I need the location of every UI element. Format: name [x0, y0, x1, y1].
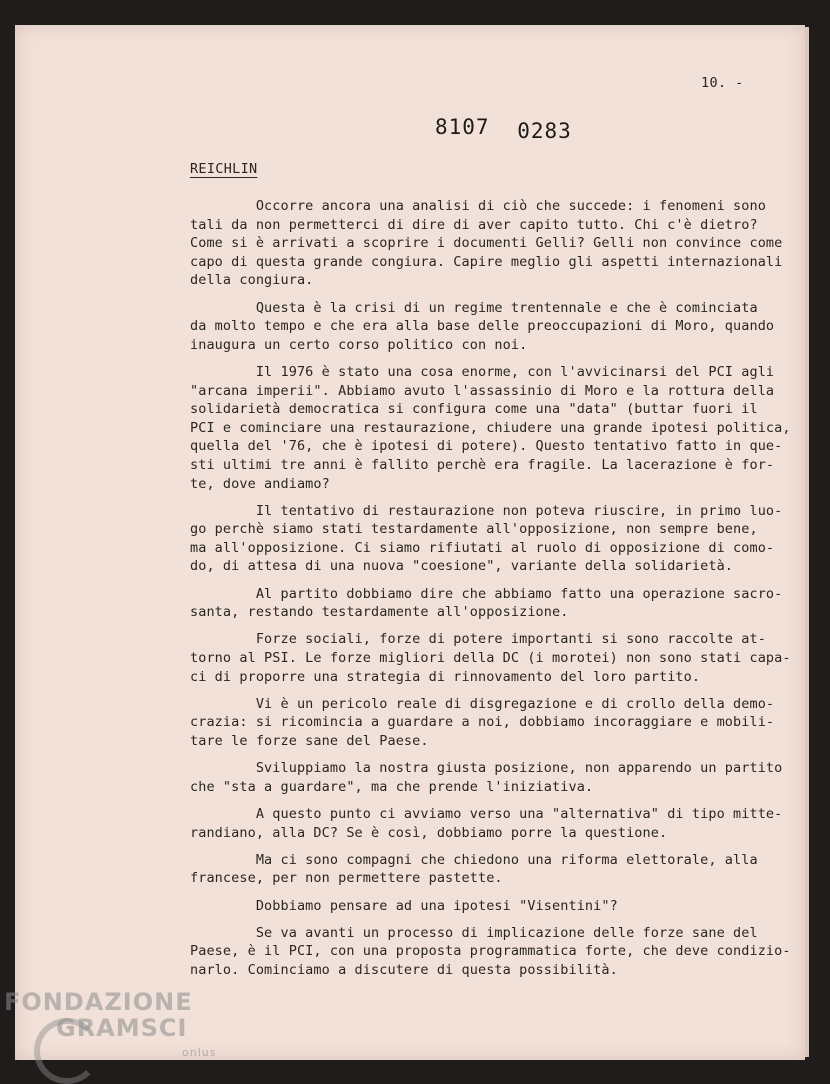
paragraph: A questo punto ci avviamo verso una "alternativa" di tipo mitte- randiano, alla DC? Se è così, dobbiamo porre la questione.	[190, 805, 783, 841]
paragraph: Dobbiamo pensare ad una ipotesi "Visentini"?	[190, 897, 618, 914]
paragraph: Al partito dobbiamo dire che abbiamo fatto una operazione sacro- santa, restando testardamente all'opposizione.	[190, 585, 783, 621]
document-body	[190, 197, 791, 988]
paragraph: Il tentativo di restaurazione non poteva riuscire, in primo luo- go perchè siamo stati testardamente all'opposizione, non sempre bene, ma all'opposizione. Ci siamo rifiutati al ruolo di opposizione di como- do, di attesa di una nuova "coesione", variante della solidarietà.	[190, 502, 783, 575]
watermark-line2: GRAMSCI	[56, 1014, 188, 1042]
page-number: 10. -	[701, 75, 744, 91]
paragraph: Ma ci sono compagni che chiedono una riforma elettorale, alla francese, per non permettere pastette.	[190, 851, 758, 887]
page-edge	[805, 27, 809, 1057]
stamp-left: 8107	[435, 115, 490, 139]
speaker-name: REICHLIN	[190, 161, 258, 177]
stamp-right: 0283	[517, 119, 572, 143]
paragraph: Occorre ancora una analisi di ciò che succede: i fenomeni sono tali da non permetterci di dire di aver capito tutto. Chi c'è dietro? Come si è arrivati a scoprire i documenti Gelli? Gelli non convince come capo di questa grande congiura. Capire meglio gli aspetti internazionali della congiura.	[190, 198, 783, 289]
paragraph: Se va avanti un processo di implicazione delle forze sane del Paese, è il PCI, con una proposta programmatica forte, che deve condizio- narlo. Cominciamo a discutere di questa possibilità.	[190, 924, 791, 978]
watermark-suffix: onlus	[182, 1046, 217, 1059]
paragraph: Sviluppiamo la nostra giusta posizione, non apparendo un partito che "sta a guardare", ma che prende l'iniziativa.	[190, 760, 783, 795]
paragraph: Vi è un pericolo reale di disgregazione e di crollo della demo- crazia: si ricomincia a guardare a noi, dobbiamo incoraggiare e mobili- tare le forze sane del Paese.	[190, 695, 775, 749]
paragraph: Questa è la crisi di un regime trentennale e che è cominciata da molto tempo e che era alla base delle preoccupazioni di Moro, quando inaugura un certo corso politico con noi.	[190, 299, 775, 353]
archive-stamp	[435, 115, 572, 143]
fondazione-gramsci-watermark	[4, 988, 217, 1059]
document-page	[15, 25, 805, 1060]
paragraph: Il 1976 è stato una cosa enorme, con l'avvicinarsi del PCI agli "arcana imperii". Abbiamo avuto l'assassinio di Moro e la rottura della solidarietà democratica si configura come una "data" (buttar fuori il PCI e cominciare una restaurazione, chiudere una grande ipotesi politica, quella del '76, che è ipotesi di potere). Questo tentativo fatto in que- sti ultimi tre anni è fallito perchè era fragile. La lacerazione è for- te, dove andiamo?	[190, 363, 791, 492]
watermark-line1: FONDAZIONE	[4, 988, 193, 1016]
paragraph: Forze sociali, forze di potere importanti si sono raccolte at- torno al PSI. Le forze migliori della DC (i morotei) non sono stati capa- ci di proporre una strategia di rinnovamento del loro partito.	[190, 631, 791, 685]
logo-ring-icon	[34, 1018, 100, 1084]
